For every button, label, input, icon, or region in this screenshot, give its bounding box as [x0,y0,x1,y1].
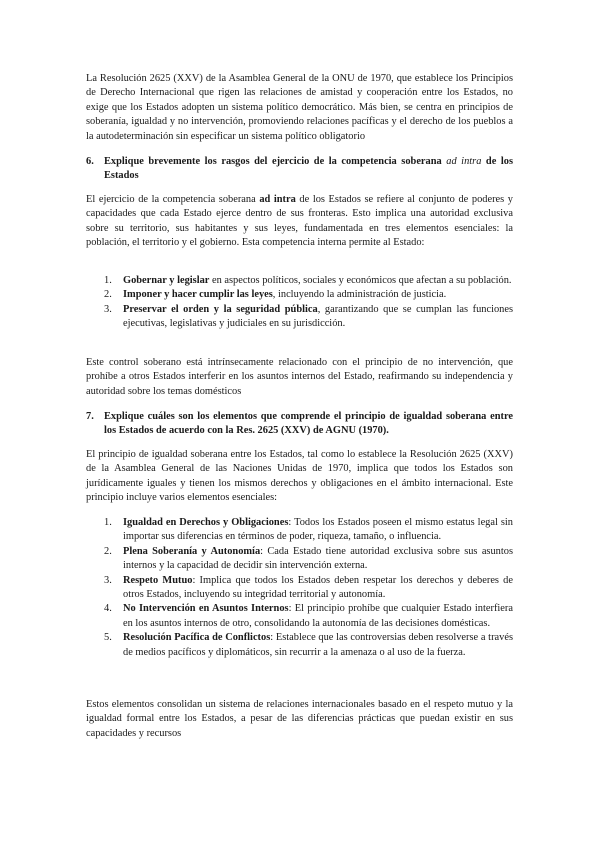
question-6-italic: ad intra [446,156,482,167]
answer-7-paragraph: El principio de igualdad soberana entre los Estados, tal como lo establece la Resolución 2625 (XXV) de la Asamblea General de las Naciones Unidas de 1970, implica que todos los Estados son jurídicamente iguales y tienen los mismos derechos y obligaciones en el ámbito internacional. Este principio incluye varios elementos esenciales: [86,449,513,504]
list-item [86,574,513,603]
intro-paragraph: La Resolución 2625 (XXV) de la Asamblea General de la ONU de 1970, que establece los Principios de Derecho Internacional que rigen las relaciones de amistad y cooperación entre los Estados, no exige que los Estados adopten un sistema político democrático. Más bien, se centra en principios de soberanía, igualdad y no intervención, promoviendo relaciones pacíficas y el derecho de los pueblos a la autodeterminación sin especificar un sistema político obligatorio [86,73,513,142]
list-item [86,288,513,302]
list-number: 1. [104,275,112,286]
answer-6-bold: ad intra [259,194,296,205]
list-item-text: : Cada Estado tiene autoridad exclusiva sobre sus asuntos internos y la capacidad de decidir sin intervención externa. [123,545,513,572]
question-7-number: 7. [86,411,94,422]
question-6-number: 6. [86,156,94,167]
state-powers-list [86,274,513,332]
list-item-text: : Todos los Estados poseen el mismo estatus legal sin importar sus diferencias en términos de poder, riqueza, tamaño, o influencia. [123,517,513,543]
list-item-bold: Resolución Pacífica de Conflictos [123,632,271,644]
list-item-bold: Igualdad en Derechos y Obligaciones [123,517,289,528]
list-item-text: : El principio prohíbe que cualquier Estado interfiera en los asuntos internos de otro, consolidando la autonomía de las decisiones domésticas. [123,603,513,629]
list-item-bold: Gobernar y legislar [123,275,210,286]
question-7-text: Explique cuáles son los elementos que comprende el principio de igualdad soberana entre los Estados de acuerdo con la Res. 2625 (XXV) de AGNU (1970). [104,411,513,437]
list-item-bold: Imponer y hacer cumplir las leyes [123,289,273,301]
list-item-bold: Respeto Mutuo [123,574,193,586]
question-6-text: Explique brevemente los rasgos del ejercicio de la competencia soberana [104,156,447,167]
list-item-text: en aspectos políticos, sociales y económicos que afectan a su población. [209,275,512,286]
list-item-text: : Implica que todos los Estados deben respetar los derechos y deberes de otros Estados, incluyendo su integridad territorial y autonomía. [123,574,513,601]
question-6-text-end: de los Estados [104,156,513,182]
list-item [86,602,513,631]
list-item-bold: Plena Soberanía y Autonomía [123,545,261,557]
list-number: 1. [104,517,112,528]
list-number: 3. [104,574,112,586]
equality-elements-list [86,516,513,660]
sovereign-control-paragraph: Este control soberano está intrínsecamente relacionado con el principio de no intervención, que prohíbe a otros Estados interferir en los asuntos internos del Estado, reafirmando su independencia y autoridad sobre los temas domésticos [86,357,513,397]
list-item [86,274,513,288]
question-7-heading [86,410,513,439]
list-item [86,545,513,574]
list-number: 3. [104,303,112,315]
list-item [86,303,513,332]
list-item-text: : Establece que las controversias deben resolverse a través de medios pacíficos y diplomáticos, sin recurrir a la amenaza o al uso de la fuerza. [123,632,513,658]
answer-6-text: El ejercicio de la competencia soberana [86,194,260,205]
closing-paragraph: Estos elementos consolidan un sistema de relaciones internacionales basado en el respeto mutuo y la igualdad formal entre los Estados, a pesar de las diferencias prácticas que puedan existir en sus capacidades y recursos [86,699,513,739]
list-item [86,516,513,545]
list-number: 4. [104,603,112,615]
answer-6-paragraph [86,193,513,251]
answer-6-text-end: de los Estados se refiere al conjunto de poderes y capacidades que cada Estado ejerce dentro de sus fronteras. Esto implica una autoridad exclusiva sobre su territorio, sus habitantes y sus leyes, fundamentada en tres elementos esenciales: la población, el territorio y el gobierno. Esta competencia interna permite al Estado: [86,194,513,249]
list-number: 2. [104,289,112,301]
question-6-heading [86,155,513,184]
list-item [86,631,513,660]
list-item-text: , incluyendo la administración de justicia. [272,289,447,301]
list-item-bold: No Intervención en Asuntos Internos [123,603,289,615]
list-number: 2. [104,545,112,557]
list-number: 5. [104,632,112,644]
list-item-bold: Preservar el orden y la seguridad pública [123,303,318,315]
list-item-text: , garantizando que se cumplan las funciones ejecutivas, legislativas y judiciales en su jurisdicción. [123,303,514,330]
